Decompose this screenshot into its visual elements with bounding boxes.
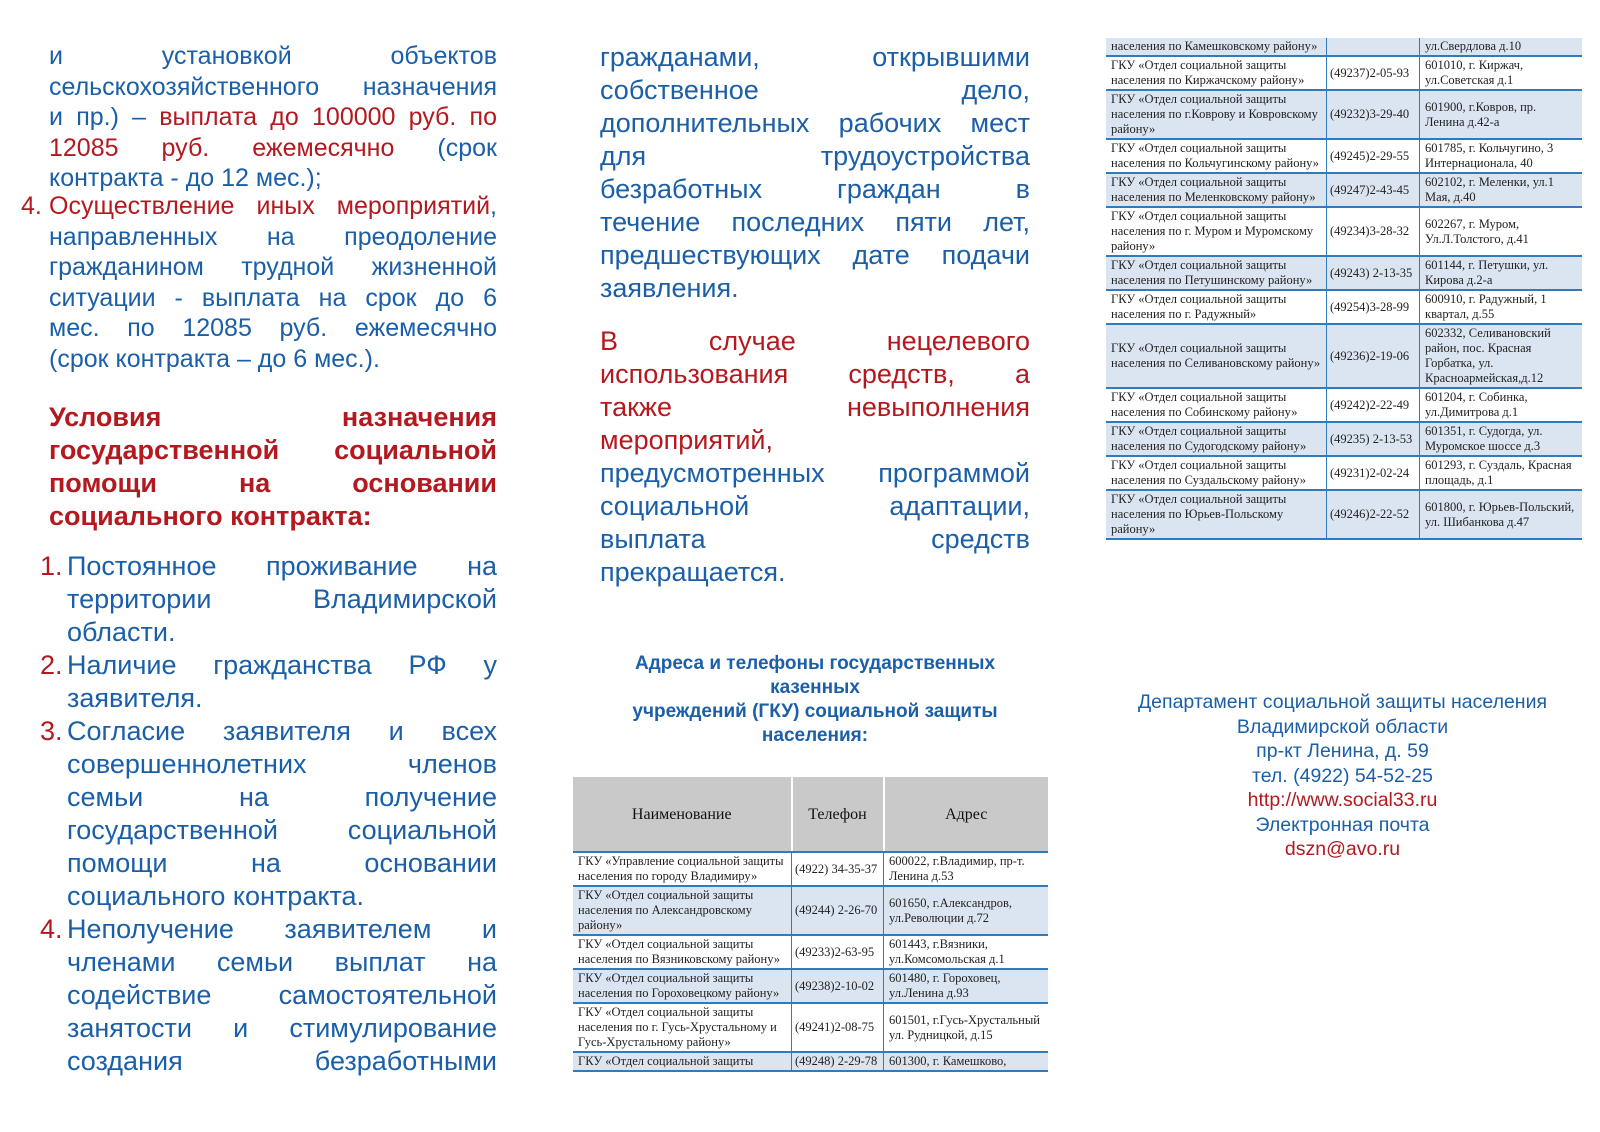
text-line: занятости и стимулирование [67, 1013, 497, 1043]
org-phone: тел. (4922) 54-52-25 [1252, 764, 1433, 787]
item4-heading: Осуществление иных мероприятий [49, 192, 491, 220]
office-address: 600910, г. Радужный, 1 квартал, д.55 [1420, 290, 1583, 324]
office-name: ГКУ «Отдел социальной защиты населения по г. Гусь-Хрустальному и Гусь-Хрустальному району» [573, 1003, 792, 1052]
office-phone: (49246)2-22-52 [1327, 490, 1420, 539]
text-line: мес. по 12085 руб. ежемесячно [49, 314, 497, 342]
title-line: Адреса и телефоны государственных [634, 653, 996, 674]
office-name: ГКУ «Отдел социальной защиты населения по Суздальскому району» [1106, 456, 1327, 490]
office-phone: (49245)2-29-55 [1327, 139, 1420, 173]
table-row [1106, 388, 1582, 422]
office-phone: (49238)2-10-02 [792, 969, 884, 1003]
office-name: ГКУ «Отдел социальной защиты населения по Собинскому району» [1106, 388, 1327, 422]
table-row [1106, 173, 1582, 207]
table-row [1106, 256, 1582, 290]
office-phone: (49254)3-28-99 [1327, 290, 1420, 324]
condition-item [67, 715, 497, 913]
text-line: территории Владимирской [67, 584, 497, 614]
office-address: 601501, г.Гусь-Хрустальный ул. Рудницкой, д.15 [884, 1003, 1049, 1052]
title-line: населения: [761, 725, 869, 746]
office-name: ГКУ «Отдел социальной защиты населения по Селивановскому району» [1106, 324, 1327, 388]
email-link[interactable]: dszn@avo.ru [1284, 838, 1401, 860]
office-phone: (49248) 2-29-78 [792, 1052, 884, 1071]
heading-line: помощи на основании [49, 468, 497, 498]
text-line: ситуации - выплата на срок до 6 [49, 283, 497, 312]
office-phone: (49237)2-05-93 [1327, 56, 1420, 90]
office-phone: (49242)2-22-49 [1327, 388, 1420, 422]
table-row [573, 1003, 1048, 1052]
text-line: заявителя. [67, 683, 203, 713]
text-line [49, 133, 497, 164]
header-address: Адрес [884, 777, 1049, 852]
office-address: 600022, г.Владимир, пр-т. Ленина д.53 [884, 852, 1049, 886]
office-name: ГКУ «Отдел социальной защиты населения по Киржачскому району» [1106, 56, 1327, 90]
office-phone: (49236)2-19-06 [1327, 324, 1420, 388]
text-fragment: , [490, 192, 497, 220]
text-line: государственной социальной [67, 815, 497, 845]
table-row [573, 935, 1048, 969]
offices-table-part2 [1106, 38, 1582, 540]
condition-item [67, 550, 497, 649]
table-row [573, 852, 1048, 886]
office-address: 601650, г.Александров, ул.Революции д.72 [884, 886, 1049, 935]
office-phone: (49232)3-29-40 [1327, 90, 1420, 139]
warning-line: использования средств, а [600, 359, 1030, 389]
title-line: учреждений (ГКУ) социальной защиты [632, 701, 998, 722]
item4-paragraph [49, 191, 497, 374]
office-address: 601351, г. Судогда, ул. Муромское шоссе д.3 [1420, 422, 1583, 456]
office-phone: (4922) 34-35-37 [792, 852, 884, 886]
office-name: ГКУ «Управление социальной защиты населения по городу Владимиру» [573, 852, 792, 886]
text-line: предшествующих дате подачи [600, 240, 1030, 270]
office-phone: (49235) 2-13-53 [1327, 422, 1420, 456]
condition-item [67, 649, 497, 715]
list-number: 3. [40, 716, 63, 746]
text-line: прекращается. [600, 557, 786, 587]
office-address: 601785, г. Кольчугино, 3 Интернационала, 40 [1420, 139, 1583, 173]
email-label: Электронная почта [1255, 813, 1430, 836]
office-name: ГКУ «Отдел социальной защиты населения по Александровскому району» [573, 886, 792, 935]
office-address: 602332, Селивановский район, пос. Красная Горбатка, ул. Красноармейская,д.12 [1420, 324, 1583, 388]
warning-line: В случае нецелевого [600, 326, 1030, 356]
office-phone: (49247)2-43-45 [1327, 173, 1420, 207]
office-address: 602267, г. Муром, Ул.Л.Толстого, д.41 [1420, 207, 1583, 256]
text-line: Согласие заявителя и всех [67, 716, 497, 746]
department-contacts [1100, 690, 1585, 862]
payment-highlight: выплата до 100000 руб. по [159, 103, 497, 131]
text-line: области. [67, 617, 176, 647]
table-row [1106, 290, 1582, 324]
header-name: Наименование [573, 777, 792, 852]
text-line: собственное дело, [600, 75, 1030, 105]
office-phone: (49241)2-08-75 [792, 1003, 884, 1052]
table-row [573, 886, 1048, 935]
text-line [49, 102, 497, 133]
office-name: ГКУ «Отдел социальной защиты [573, 1052, 792, 1071]
text-line: Постоянное проживание на [67, 551, 497, 581]
text-line: (срок контракта – до 6 мес.). [49, 344, 380, 373]
table-row [1106, 90, 1582, 139]
condition-item [67, 913, 497, 1078]
text-line: гражданином трудной жизненной [49, 253, 497, 281]
office-name: ГКУ «Отдел социальной защиты населения по Меленковскому району» [1106, 173, 1327, 207]
heading-line: Условия назначения [49, 402, 497, 432]
office-phone: (49233)2-63-95 [792, 935, 884, 969]
office-address: 601010, г. Киржач, ул.Советская д.1 [1420, 56, 1583, 90]
office-phone: (49231)2-02-24 [1327, 456, 1420, 490]
text-line: социальной адаптации, [600, 491, 1030, 521]
office-address: ул.Свердлова д.10 [1420, 38, 1583, 56]
list-number: 2. [40, 650, 63, 680]
office-phone: (49244) 2-26-70 [792, 886, 884, 935]
office-address: 602102, г. Меленки, ул.1 Мая, д.40 [1420, 173, 1583, 207]
table-row [1106, 422, 1582, 456]
org-address: пр-кт Ленина, д. 59 [1256, 740, 1429, 762]
heading-line: государственной социальной [49, 435, 497, 465]
warning-paragraph [600, 325, 1030, 589]
heading-line: социального контракта: [49, 501, 372, 531]
office-address: 601204, г. Собинка, ул.Димитрова д.1 [1420, 388, 1583, 422]
office-name: ГКУ «Отдел социальной защиты населения по г. Радужный» [1106, 290, 1327, 324]
offices-table-part1 [573, 777, 1048, 1072]
text-line: совершеннолетних членов [67, 749, 497, 779]
conditions-heading [49, 401, 497, 533]
office-address: 601144, г. Петушки, ул. Кирова д.2-а [1420, 256, 1583, 290]
office-name: ГКУ «Отдел социальной защиты населения по Петушинскому району» [1106, 256, 1327, 290]
text-line: и установкой объектов [49, 42, 497, 70]
text-line: помощи на основании [67, 848, 497, 878]
warning-line: также невыполнения [600, 392, 1030, 422]
office-address: 601443, г.Вязники, ул.Комсомольская д.1 [884, 935, 1049, 969]
intro-paragraph [49, 41, 497, 194]
table-header-row [573, 777, 1048, 852]
text-fragment: (срок [394, 133, 497, 162]
text-line: выплата средств [600, 524, 1030, 554]
text-line: для трудоустройства [600, 141, 1030, 171]
office-name: ГКУ «Отдел социальной защиты населения по Кольчугинскому району» [1106, 139, 1327, 173]
header-phone: Телефон [792, 777, 884, 852]
table-row [1106, 38, 1582, 56]
office-name: ГКУ «Отдел социальной защиты населения по Вязниковскому району» [573, 935, 792, 969]
text-line: течение последних пяти лет, [600, 207, 1030, 237]
text-line: Наличие гражданства РФ у [67, 650, 497, 680]
org-name-line: Владимирской области [1236, 715, 1449, 738]
text-line: контракта - до 12 мес.); [49, 164, 322, 192]
list-number: 1. [40, 551, 63, 581]
text-line: предусмотренных программой [600, 458, 1030, 488]
office-phone: (49234)3-28-32 [1327, 207, 1420, 256]
office-address: 601480, г. Гороховец, ул.Ленина д.93 [884, 969, 1049, 1003]
office-name: населения по Камешковскому району» [1106, 38, 1327, 56]
continued-paragraph [600, 41, 1030, 305]
text-line: создания безработными [67, 1046, 497, 1076]
office-name: ГКУ «Отдел социальной защиты населения по Юрьев-Польскому району» [1106, 490, 1327, 539]
text-line: сельскохозяйственного назначения [49, 72, 497, 101]
office-address: 601293, г. Суздаль, Красная площадь, д.1 [1420, 456, 1583, 490]
office-name: ГКУ «Отдел социальной защиты населения по г. Муром и Муромскому району» [1106, 207, 1327, 256]
office-name: ГКУ «Отдел социальной защиты населения по Гороховецкому району» [573, 969, 792, 1003]
text-line: направленных на преодоление [49, 222, 497, 251]
text-line: дополнительных рабочих мест [600, 108, 1030, 138]
text-line: Неполучение заявителем и [67, 914, 497, 944]
office-name: ГКУ «Отдел социальной защиты населения по г.Коврову и Ковровскому району» [1106, 90, 1327, 139]
warning-line: мероприятий, [600, 425, 773, 455]
text-line: гражданами, открывшими [600, 42, 1030, 72]
office-address: 601900, г.Ковров, пр. Ленина д.42-а [1420, 90, 1583, 139]
table-row [1106, 139, 1582, 173]
office-address: 601300, г. Камешково, [884, 1052, 1049, 1071]
table-row [573, 969, 1048, 1003]
table-row [1106, 324, 1582, 388]
text-fragment: и пр.) – [49, 103, 160, 131]
table-row [1106, 456, 1582, 490]
website-link[interactable]: http://www.social33.ru [1247, 789, 1438, 811]
list-number: 4. [40, 914, 63, 944]
title-line: казенных [770, 677, 860, 698]
text-line: заявления. [600, 273, 739, 303]
table-row [1106, 207, 1582, 256]
addresses-title [580, 652, 1050, 748]
list-number: 4. [21, 192, 42, 220]
table-row [1106, 56, 1582, 90]
office-address: 601800, г. Юрьев-Польский, ул. Шибанкова д.47 [1420, 490, 1583, 539]
office-phone [1327, 38, 1420, 56]
text-line: членами семьи выплат на [67, 947, 497, 977]
text-line: содействие самостоятельной [67, 980, 497, 1010]
org-name-line: Департамент социальной защиты населения [1137, 691, 1548, 713]
office-name: ГКУ «Отдел социальной защиты населения по Судогодскому району» [1106, 422, 1327, 456]
text-line: социального контракта. [67, 881, 365, 911]
text-line: безработных граждан в [600, 174, 1030, 204]
table-row [1106, 490, 1582, 539]
table-row [573, 1052, 1048, 1071]
payment-highlight: 12085 руб. ежемесячно [49, 133, 395, 162]
text-line: семьи на получение [67, 782, 497, 812]
office-phone: (49243) 2-13-35 [1327, 256, 1420, 290]
text-line [49, 191, 497, 222]
